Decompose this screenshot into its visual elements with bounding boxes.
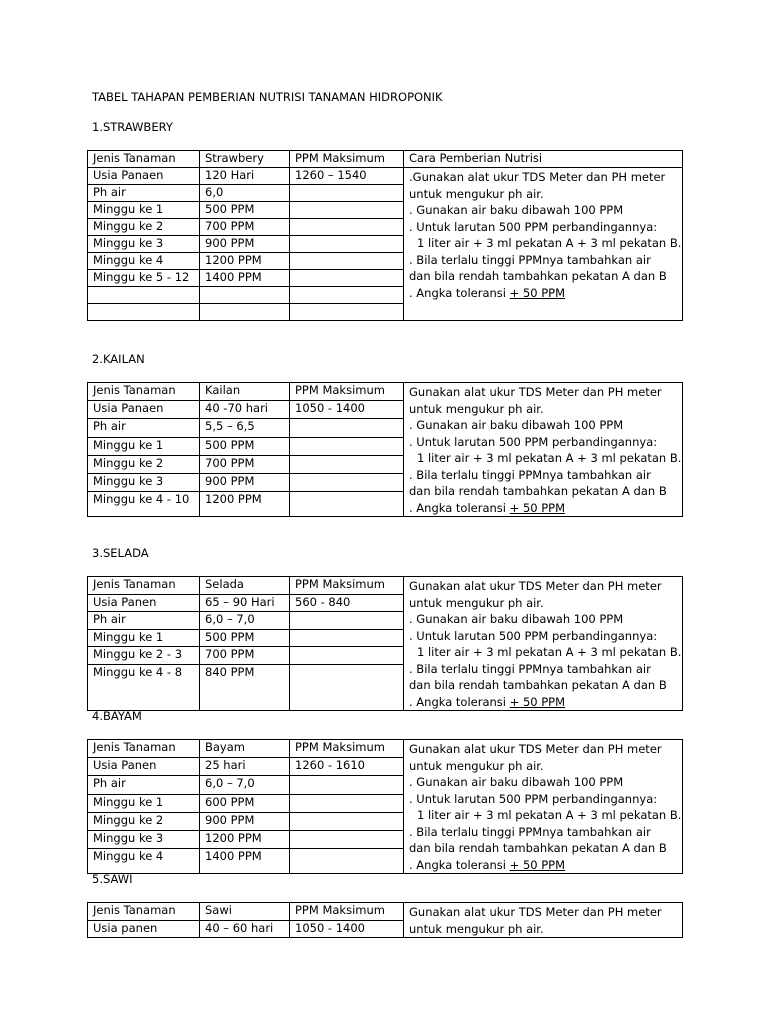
table-header-row: [88, 577, 683, 595]
header-cell: Kailan: [200, 383, 290, 401]
instruction-line: 1 liter air + 3 ml pekatan A + 3 ml pekatan B.: [417, 451, 682, 465]
section-title-bayam: 4.BAYAM: [92, 709, 142, 723]
table-cell: Usia Panaen: [88, 168, 200, 185]
tolerance-label: . Angka toleransi: [409, 500, 510, 515]
table-cell: [290, 492, 404, 517]
instruction-line: Gunakan alat ukur TDS Meter dan PH meter: [409, 742, 662, 756]
table-cell: Usia Panen: [88, 758, 200, 776]
table-cell: [290, 437, 404, 455]
instruction-line: 1 liter air + 3 ml pekatan A + 3 ml pekatan B.: [417, 645, 682, 659]
header-cell: PPM Maksimum: [290, 903, 404, 921]
instruction-line: untuk mengukur ph air.: [409, 186, 544, 201]
instruction-line: . Untuk larutan 500 PPM perbandingannya:: [409, 434, 658, 449]
table-cell: 900 PPM: [200, 236, 290, 253]
table-cell: Usia Panaen: [88, 401, 200, 419]
table-cell: [290, 812, 404, 830]
table-cell: 560 - 840: [290, 594, 404, 612]
table-cell: 1200 PPM: [200, 492, 290, 517]
instruction-line: dan bila rendah tambahkan pekatan A dan B: [409, 841, 667, 855]
header-cell: PPM Maksimum: [290, 577, 404, 595]
table-cell: 25 hari: [200, 758, 290, 776]
table-cell: Minggu ke 2: [88, 455, 200, 473]
table-cell: Usia Panen: [88, 594, 200, 612]
bayam-table: [87, 739, 683, 874]
tolerance-label: . Angka toleransi: [409, 694, 510, 709]
header-cell: Cara Pemberian Nutrisi: [404, 151, 683, 168]
tolerance-value: + 50 PPM: [509, 500, 566, 515]
table-cell: [290, 831, 404, 849]
table-header-row: [88, 740, 683, 758]
table-cell: 1400 PPM: [200, 849, 290, 874]
table-cell: 700 PPM: [200, 455, 290, 473]
table-cell: Minggu ke 2 - 3: [88, 647, 200, 665]
header-cell: Jenis Tanaman: [88, 740, 200, 758]
instruction-line: Gunakan alat ukur TDS Meter dan PH meter: [409, 579, 662, 593]
tolerance-label: . Angka toleransi: [409, 285, 510, 300]
sawi-table: [87, 902, 683, 938]
table-cell: [200, 304, 290, 321]
table-cell: 65 – 90 Hari: [200, 594, 290, 612]
instruction-line: Gunakan alat ukur TDS Meter dan PH meter: [409, 385, 662, 399]
instruction-line: untuk mengukur ph air.: [409, 758, 544, 773]
table-cell: Minggu ke 3: [88, 474, 200, 492]
header-cell: Selada: [200, 577, 290, 595]
table-cell: [290, 287, 404, 304]
instruction-line: dan bila rendah tambahkan pekatan A dan B: [409, 269, 667, 283]
table-cell: [290, 253, 404, 270]
table-cell: 1260 – 1540: [290, 168, 404, 185]
instruction-line: Gunakan alat ukur TDS Meter dan PH meter: [409, 905, 662, 919]
instruction-line: . Untuk larutan 500 PPM perbandingannya:: [409, 791, 658, 806]
nutrition-instructions: [404, 577, 683, 711]
table-cell: [290, 664, 404, 710]
table-cell: [290, 794, 404, 812]
document-title: TABEL TAHAPAN PEMBERIAN NUTRISI TANAMAN HIDROPONIK: [92, 90, 443, 104]
table-cell: Minggu ke 4 - 10: [88, 492, 200, 517]
nutrition-instructions: [404, 903, 683, 938]
table-cell: [290, 236, 404, 253]
instruction-line: .Gunakan alat ukur TDS Meter dan PH meter: [409, 170, 666, 184]
table-cell: 600 PPM: [200, 794, 290, 812]
tolerance-line: [409, 285, 677, 302]
table-cell: [290, 419, 404, 437]
table-cell: 700 PPM: [200, 219, 290, 236]
instruction-line: . Gunakan air baku dibawah 100 PPM: [409, 775, 624, 789]
table-cell: Minggu ke 3: [88, 831, 200, 849]
table-cell: 5,5 – 6,5: [200, 419, 290, 437]
table-cell: [88, 287, 200, 304]
table-cell: 1260 - 1610: [290, 758, 404, 776]
tolerance-value: + 50 PPM: [509, 285, 566, 300]
instruction-line: 1 liter air + 3 ml pekatan A + 3 ml pekatan B.: [417, 236, 682, 250]
table-cell: 900 PPM: [200, 812, 290, 830]
table-cell: [290, 629, 404, 647]
table-cell: [290, 202, 404, 219]
header-cell: Sawi: [200, 903, 290, 921]
table-cell: [290, 455, 404, 473]
table-cell: Minggu ke 1: [88, 794, 200, 812]
table-cell: Minggu ke 1: [88, 437, 200, 455]
section-title-strawbery: 1.STRAWBERY: [92, 120, 173, 134]
section-title-kailan: 2.KAILAN: [92, 352, 145, 366]
table-cell: [290, 647, 404, 665]
header-cell: Strawbery: [200, 151, 290, 168]
header-cell: Jenis Tanaman: [88, 577, 200, 595]
table-cell: Ph air: [88, 612, 200, 630]
table-cell: Minggu ke 1: [88, 202, 200, 219]
instruction-line: dan bila rendah tambahkan pekatan A dan B: [409, 678, 667, 692]
instruction-line: . Bila terlalu tinggi PPMnya tambahkan air: [409, 824, 651, 839]
table-cell: Ph air: [88, 419, 200, 437]
header-cell: Jenis Tanaman: [88, 383, 200, 401]
table-cell: Minggu ke 2: [88, 812, 200, 830]
header-cell: PPM Maksimum: [290, 740, 404, 758]
section-title-sawi: 5.SAWI: [92, 872, 133, 886]
nutrition-instructions: [404, 168, 683, 321]
tolerance-line: [409, 857, 677, 874]
instruction-line: . Untuk larutan 500 PPM perbandingannya:: [409, 219, 658, 234]
nutrition-instructions: [404, 740, 683, 874]
table-cell: [290, 270, 404, 287]
table-cell: Minggu ke 5 - 12: [88, 270, 200, 287]
table-cell: 500 PPM: [200, 202, 290, 219]
header-cell: PPM Maksimum: [290, 383, 404, 401]
table-cell: 900 PPM: [200, 474, 290, 492]
table-row: [88, 168, 683, 185]
table-cell: 500 PPM: [200, 629, 290, 647]
table-cell: [290, 219, 404, 236]
table-cell: 1050 - 1400: [290, 401, 404, 419]
selada-table: [87, 576, 683, 711]
instruction-line: untuk mengukur ph air.: [409, 921, 544, 936]
header-cell: Jenis Tanaman: [88, 151, 200, 168]
instruction-line: . Untuk larutan 500 PPM perbandingannya:: [409, 628, 658, 643]
instruction-line: 1 liter air + 3 ml pekatan A + 3 ml pekatan B.: [417, 808, 682, 822]
table-cell: 840 PPM: [200, 664, 290, 710]
header-cell: PPM Maksimum: [290, 151, 404, 168]
table-cell: 1400 PPM: [200, 270, 290, 287]
table-cell: Minggu ke 4 - 8: [88, 664, 200, 710]
table-cell: Ph air: [88, 185, 200, 202]
table-cell: 1200 PPM: [200, 831, 290, 849]
table-cell: 500 PPM: [200, 437, 290, 455]
table-cell: 120 Hari: [200, 168, 290, 185]
table-cell: Minggu ke 4: [88, 253, 200, 270]
instruction-line: untuk mengukur ph air.: [409, 595, 544, 610]
table-cell: Minggu ke 3: [88, 236, 200, 253]
table-cell: Minggu ke 1: [88, 629, 200, 647]
table-cell: 1200 PPM: [200, 253, 290, 270]
table-cell: [290, 474, 404, 492]
header-cell: Jenis Tanaman: [88, 903, 200, 921]
tolerance-line: [409, 694, 677, 711]
table-cell: 6,0 – 7,0: [200, 612, 290, 630]
table-cell: 40 – 60 hari: [200, 920, 290, 938]
instruction-line: untuk mengukur ph air.: [409, 401, 544, 416]
nutrition-instructions: [404, 383, 683, 517]
strawbery-table: [87, 150, 683, 321]
table-header-row: [88, 903, 683, 921]
table-cell: [290, 776, 404, 794]
kailan-table: [87, 382, 683, 517]
instruction-line: . Gunakan air baku dibawah 100 PPM: [409, 418, 624, 432]
table-header-row: [88, 383, 683, 401]
instruction-line: . Bila terlalu tinggi PPMnya tambahkan air: [409, 661, 651, 676]
table-cell: Minggu ke 2: [88, 219, 200, 236]
table-cell: [290, 185, 404, 202]
instruction-line: . Gunakan air baku dibawah 100 PPM: [409, 203, 624, 217]
table-cell: 6,0: [200, 185, 290, 202]
table-cell: Usia panen: [88, 920, 200, 938]
table-cell: [290, 849, 404, 874]
header-cell: Bayam: [200, 740, 290, 758]
instruction-line: . Gunakan air baku dibawah 100 PPM: [409, 612, 624, 626]
table-cell: 1050 - 1400: [290, 920, 404, 938]
section-title-selada: 3.SELADA: [92, 546, 149, 560]
tolerance-value: + 50 PPM: [509, 694, 566, 709]
tolerance-value: + 50 PPM: [509, 857, 566, 872]
tolerance-line: [409, 500, 677, 517]
table-cell: 40 -70 hari: [200, 401, 290, 419]
instruction-line: . Bila terlalu tinggi PPMnya tambahkan air: [409, 252, 651, 267]
table-cell: [290, 304, 404, 321]
table-cell: [290, 612, 404, 630]
table-cell: Minggu ke 4: [88, 849, 200, 874]
instruction-line: . Bila terlalu tinggi PPMnya tambahkan air: [409, 467, 651, 482]
table-cell: 700 PPM: [200, 647, 290, 665]
tolerance-label: . Angka toleransi: [409, 857, 510, 872]
table-cell: 6,0 – 7,0: [200, 776, 290, 794]
instruction-line: dan bila rendah tambahkan pekatan A dan B: [409, 484, 667, 498]
table-header-row: [88, 151, 683, 168]
table-cell: [200, 287, 290, 304]
table-cell: Ph air: [88, 776, 200, 794]
table-cell: [88, 304, 200, 321]
